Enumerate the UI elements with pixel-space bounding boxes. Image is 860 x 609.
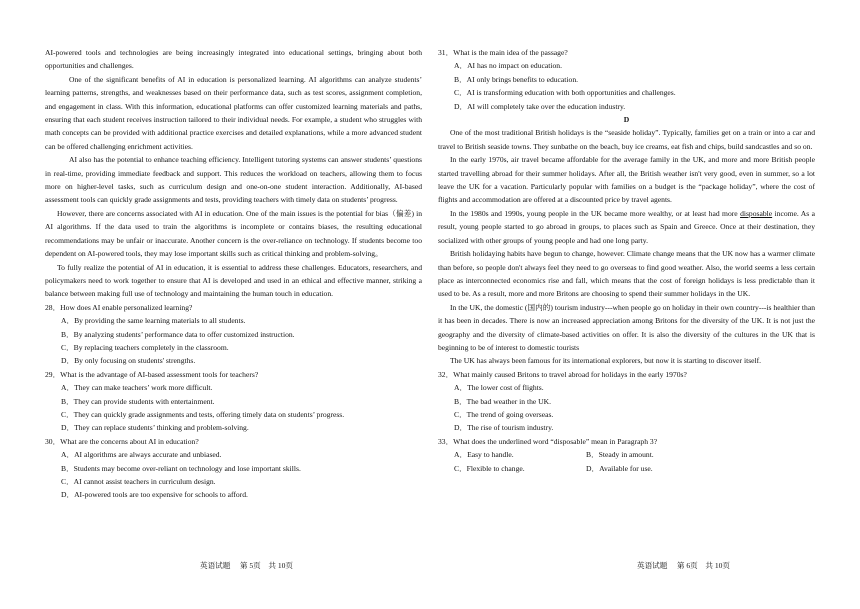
question-29-option-a: A．They can make teachers’ work more difficult.: [61, 383, 213, 393]
passage-c-paragraph-4: However, there are concerns associated with AI in education. One of the main issues is the potential for bias（偏差) in AI algorithms. If the data used to train the algorithms is incomplete or contains biases, the resulting educational recommendations may be unfair or inaccurate. Another concern is the over-reliance on technology. If students become too dependent on AI-powered tools, they may lose important skills such as critical thinking and problem-solving。: [45, 208, 422, 259]
question-33-option-a: A．Easy to handle.: [454, 450, 514, 460]
passage-c-paragraph-2: One of the significant benefits of AI in education is personalized learning. AI algorithms can analyze students’ learning patterns, strengths, and weaknesses based on their performance data, such as test scores, assignment completion, and engagement in class. With this information, educational platforms can offer customized learning materials and paths, ensuring that each student receives instruction tailored to their individual needs. For example, a student who struggles with math concepts can be provided with additional practice exercises and detailed explanations, while a more advanced student can be offered challenging enrichment activities.: [45, 74, 422, 151]
right-column: [438, 46, 815, 475]
question-30-option-d: D．AI-powered tools are too expensive for schools to afford.: [61, 490, 248, 500]
question-33-option-c: C．Flexible to change.: [454, 463, 525, 473]
question-30-option-c: C．AI cannot assist teachers in curriculum design.: [61, 477, 216, 486]
question-31-option-c: C．AI is transforming education with both opportunities and challenges.: [454, 88, 676, 98]
question-29-option-c: C．They can quickly grade assignments and tests, offering timely data on students’ progress.: [61, 409, 345, 419]
question-31-option-a: A．AI has no impact on education.: [454, 61, 562, 71]
question-30: 30．What are the concerns about AI in education?: [45, 436, 199, 446]
passage-d-paragraph-4: British holidaying habits have begun to change, however. Climate change means that the UK now has a warmer climate than before, so people don't always feel they need to go overseas to find good weather. Also, the world seems a less certain place as interconnected economics rise and fall, which means that the cost of foreign holidays is less predictable than it used to be. As a result, more and more Britons are choosing to spend their summer holidays in the UK.: [438, 249, 815, 299]
passage-d-paragraph-2: In the early 1970s, air travel became affordable for the average family in the UK, and more and more British people started travelling abroad for their summer holidays. After all, the British weather isn't very good, even in summer, so a lot leave the UK for a vacation. Particularly popular with families on a budget is the “package holiday”, where the cost of flights and accommodation are offered at a discounted price by travel agents.: [438, 155, 815, 205]
question-31-option-d: D．AI will completely take over the education industry.: [454, 101, 626, 111]
paragraph-3-text-before: In the 1980s and 1990s, young people in the UK became more wealthy, or at least had more: [450, 208, 741, 218]
passage-d-paragraph-6: The UK has always been famous for its international explorers, but now it is starting to discover itself.: [450, 356, 762, 366]
question-31: 31．What is the main idea of the passage?: [438, 48, 568, 57]
question-28-option-b: B．By analyzing students’ performance data to offer customized instruction.: [61, 329, 295, 339]
left-column: [45, 46, 422, 502]
question-29: 29．What is the advantage of AI-based assessment tools for teachers?: [45, 369, 259, 379]
passage-d-paragraph-3: [438, 207, 815, 247]
question-33: 33．What does the underlined word “disposable” mean in Paragraph 3?: [438, 436, 658, 446]
question-33-option-b: B．Steady in amount.: [586, 450, 654, 460]
question-28-option-d: D．By only focusing on students' strengths.: [61, 356, 196, 366]
question-32-option-d: D．The rise of tourism industry.: [454, 423, 554, 433]
question-29-option-b: B．They can provide students with entertainment.: [61, 396, 215, 406]
page-footer-left: 英语试题 第 5页 共 10页: [200, 561, 294, 570]
question-32-option-c: C．The trend of going overseas.: [454, 409, 554, 419]
passage-c-paragraph-3: AI also has the potential to enhance teaching efficiency. Intelligent tutoring systems can answer students’ questions in real-time, providing immediate feedback and support. This reduces the workload on teachers, allowing them to focus more on higher-level tasks, such as curriculum design and one-on-one student interaction. Additionally, AI-based assessment tools can quickly grade assignments and tests, providing teachers with timely data on students’ progress.: [45, 155, 422, 205]
passage-d-paragraph-5: In the UK, the domestic (国内的) tourism industry---when people go on holiday in their own country---is healthier than it has been in decades. There is now an increased appreciation among Britons for the diversity of the UK. It is not just the geography and the diversity of climate-based activities on offer. It is also the diversity of the cultures in the UK that is beginning to be of interest to domestic tourists: [438, 302, 815, 352]
question-28-option-c: C．By replacing teachers completely in the classroom.: [61, 342, 229, 352]
passage-c-intro: AI-powered tools and technologies are being increasingly integrated into educational settings, bringing about both opportunities and challenges.: [45, 48, 422, 71]
question-33-options-row-1: [438, 448, 815, 461]
underlined-word-disposable: disposable: [740, 208, 773, 218]
paragraph-3-text-after: income. As a result, young people started to go abroad in groups, to places such as Spain and Greece. Once at their destination, they socialized with other groups of young people and had one long party.: [438, 208, 815, 245]
question-33-option-d: D．Available for use.: [586, 463, 653, 473]
question-32: 32．What mainly caused Britons to travel abroad for holidays in the early 1970s?: [438, 369, 687, 379]
question-32-option-b: B．The bad weather in the UK.: [454, 396, 552, 406]
question-30-option-b: B．Students may become over-reliant on technology and lose important skills.: [61, 463, 301, 473]
question-28: 28．How does AI enable personalized learning?: [45, 302, 193, 312]
passage-d-paragraph-1: One of the most traditional British holidays is the “seaside holiday”. Typically, families get on a train or into a car and travel to British seaside towns. They sunbathe on the beach, buy ice creams, eat fish and chips, build sandcastles and so on.: [438, 128, 815, 151]
section-heading-d: D: [623, 115, 630, 125]
question-32-option-a: A．The lower cost of flights.: [454, 383, 544, 393]
question-30-option-a: A．AI algorithms are always accurate and unbiased.: [61, 450, 222, 460]
question-33-options-row-2: [438, 462, 815, 475]
question-28-option-a: A．By providing the same learning materials to all students.: [61, 316, 246, 326]
passage-c-paragraph-5: To fully realize the potential of AI in education, it is essential to address these challenges. Educators, researchers, and policymakers need to work together to ensure that AI is developed and used in an ethical and effective manner, striking a balance between making full use of technology and maintaining the human touch in education.: [45, 262, 422, 299]
page-footer-right: 英语试题 第 6页 共 10页: [637, 561, 731, 570]
question-31-option-b: B．AI only brings benefits to education.: [454, 74, 579, 84]
question-29-option-d: D．They can replace students’ thinking and problem-solving.: [61, 423, 249, 433]
